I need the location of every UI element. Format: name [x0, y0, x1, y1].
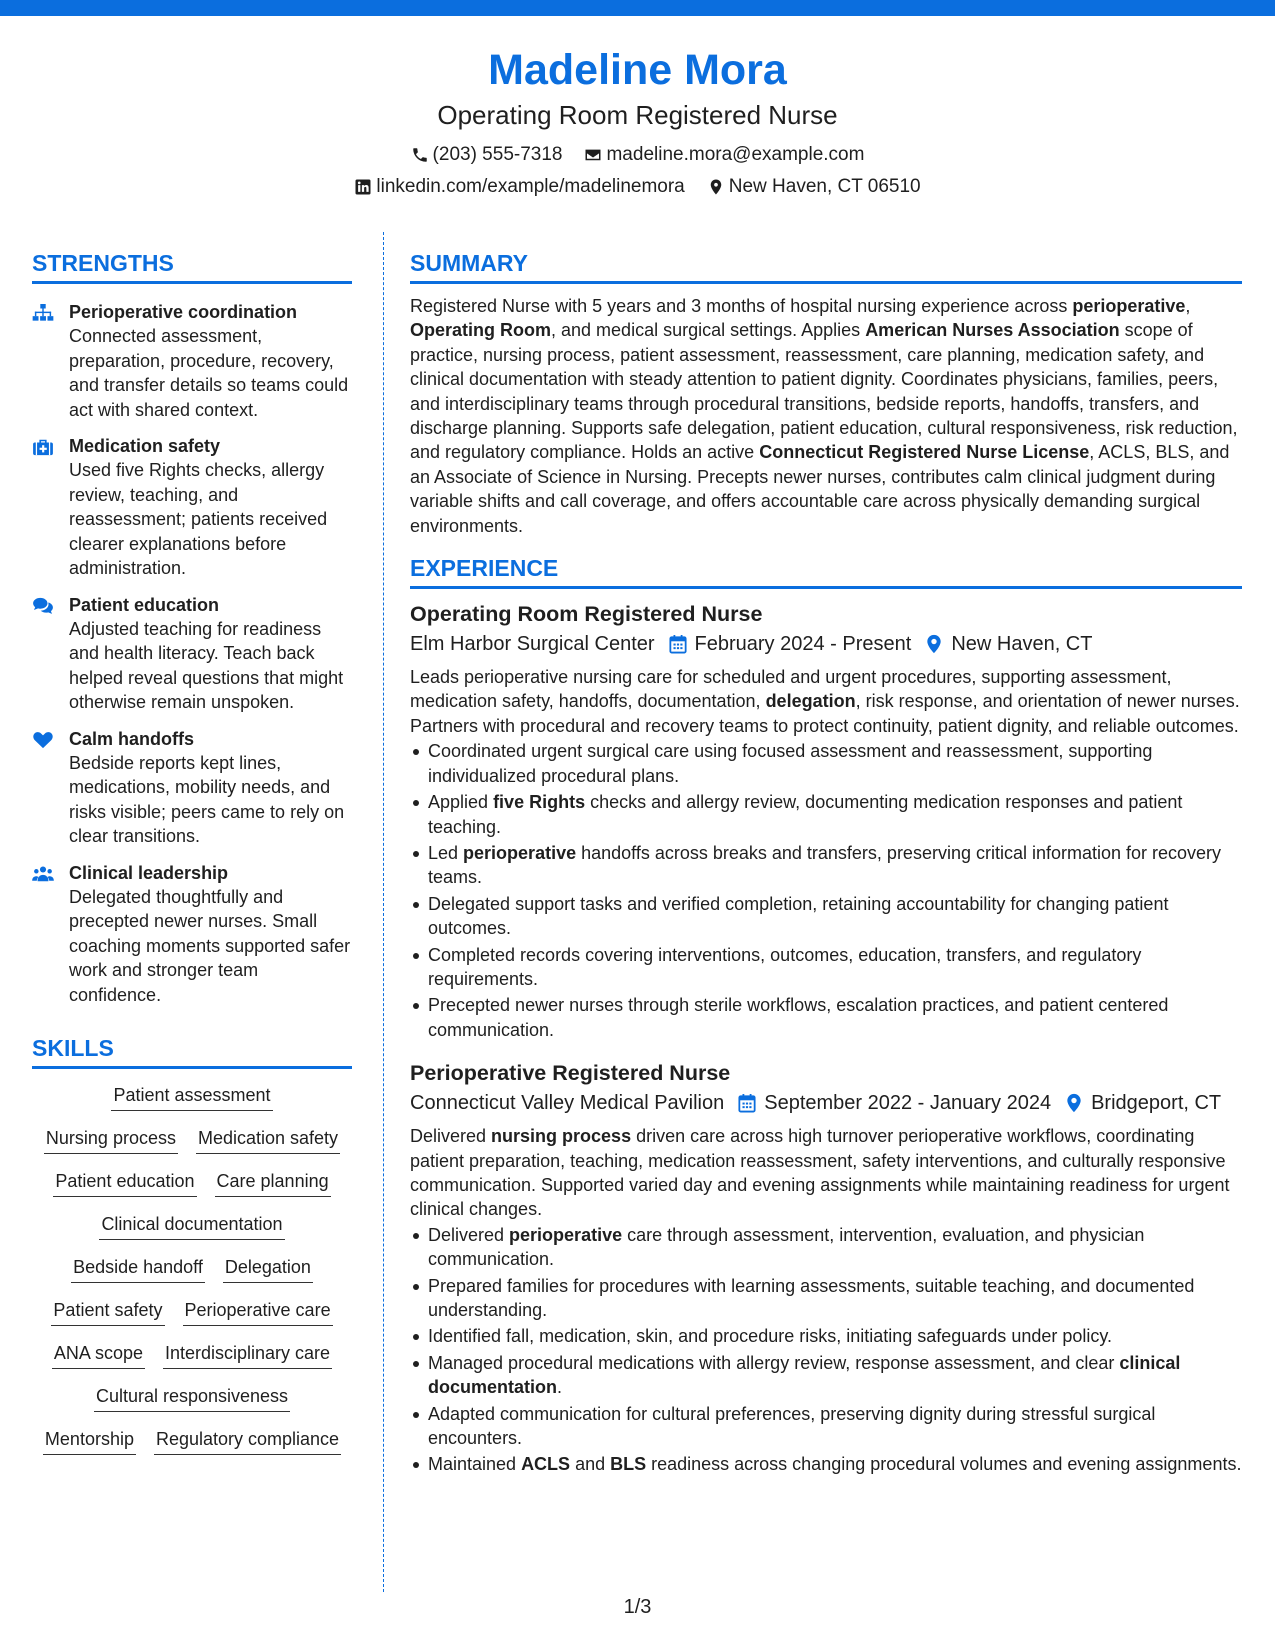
- text-run: Delegated support tasks and verified completion, retaining accountability for changing patient outcomes.: [428, 893, 1169, 939]
- strength-item: [32, 593, 352, 715]
- text-run: Adapted communication for cultural preferences, preserving dignity during stressful surgical encounters.: [428, 1403, 1156, 1449]
- phone-contact: [411, 142, 563, 168]
- bold-text: delegation: [765, 691, 856, 712]
- skill-tag: Mentorship: [43, 1427, 136, 1455]
- text-run: and: [570, 1454, 611, 1475]
- calendar-icon: [738, 1093, 756, 1113]
- bullet-item: [410, 1452, 1242, 1476]
- text-run: Prepared families for procedures with learning assessments, suitable teaching, and documented understanding.: [428, 1275, 1195, 1320]
- text-run: Delivered: [410, 1126, 492, 1147]
- text-run: Applied: [428, 792, 494, 813]
- text-run: Completed records covering interventions, outcomes, education, transfers, and regulatory requirements.: [428, 944, 1142, 989]
- candidate-title: Operating Room Registered Nurse: [437, 100, 838, 130]
- job-title: Operating Room Registered Nurse: [410, 602, 763, 627]
- skill-tag: Clinical documentation: [99, 1212, 284, 1240]
- skill-tag: Cultural responsiveness: [94, 1384, 290, 1412]
- strength-desc: Delegated thoughtfully and precepted newer nurses. Small coaching moments supported safer work and stronger team confidence.: [69, 886, 351, 1005]
- location-text: New Haven, CT 06510: [728, 176, 921, 197]
- text-run: Managed procedural medications with allergy review, response assessment, and clear: [428, 1352, 1120, 1373]
- text-run: Identified fall, medication, skin, and procedure risks, initiating safeguards under policy.: [428, 1326, 1113, 1347]
- column-divider: [383, 232, 384, 1592]
- skill-row: [32, 1169, 352, 1197]
- job-dates: [738, 1088, 1051, 1118]
- skill-row: [32, 1427, 352, 1455]
- employer-name: Connecticut Valley Medical Pavilion: [410, 1092, 725, 1115]
- strength-title: Medication safety: [69, 436, 221, 456]
- text-run: Led: [428, 842, 464, 863]
- strength-desc: Bedside reports kept lines, medications, mobility needs, and risks visible; peers came to rely on clear transitions.: [69, 752, 345, 846]
- skill-tag: Patient education: [53, 1169, 196, 1197]
- experience-list: [410, 599, 1242, 1477]
- skills-list: [32, 1083, 352, 1455]
- resume-header: [0, 44, 1275, 200]
- linkedin-text[interactable]: linkedin.com/example/madelinemora: [376, 176, 685, 197]
- text-run: Registered Nurse with 5 years and 3 months of hospital nursing experience across: [410, 296, 1073, 316]
- bold-text: perioperative: [1072, 296, 1186, 316]
- bullet-item: [410, 1223, 1242, 1272]
- strength-desc: Adjusted teaching for readiness and health literacy. Teach back helped reveal questions that might otherwise remain unspoken.: [69, 618, 344, 712]
- bullet-item: [410, 841, 1242, 890]
- skill-tag: Medication safety: [196, 1126, 340, 1154]
- text-run: Coordinated urgent surgical care using focused assessment and reassessment, supporting individualized procedural plans.: [428, 741, 1153, 786]
- top-accent-bar: [0, 0, 1275, 16]
- skill-tag: Patient assessment: [111, 1083, 272, 1111]
- skill-tag: Bedside handoff: [71, 1255, 205, 1283]
- skill-row: [32, 1083, 352, 1111]
- strength-title: Calm handoffs: [69, 728, 195, 749]
- bold-text: American Nurses Association: [865, 320, 1120, 341]
- bullet-item: [410, 1402, 1242, 1451]
- phone-icon: [411, 146, 429, 164]
- left-column: [32, 248, 352, 1470]
- users-icon: [32, 861, 69, 1008]
- strength-body: [69, 727, 352, 849]
- text-run: care through assessment, intervention, evaluation, and physician communication.: [428, 1224, 1145, 1270]
- skill-row: [32, 1298, 352, 1326]
- text-run: Leads perioperative nursing care for scheduled and urgent procedures, supporting assessment, medication safety, handoffs, documentation,: [410, 667, 1172, 712]
- contact-line-2: [0, 174, 1275, 200]
- strength-item: [32, 727, 352, 849]
- strength-title: Patient education: [69, 594, 220, 615]
- bullet-item: [410, 1274, 1242, 1323]
- strength-title: Perioperative coordination: [69, 302, 298, 322]
- strength-desc: Used five Rights checks, allergy review, teaching, and reassessment; patients received clearer explanations before administration.: [69, 460, 328, 578]
- map-pin-icon: [1065, 1093, 1083, 1113]
- linkedin-icon: [354, 178, 372, 196]
- text-run: handoffs across breaks and transfers, preserving critical information for recovery teams.: [428, 842, 1222, 888]
- text-run: Delivered: [428, 1224, 510, 1245]
- skill-tag: Delegation: [223, 1255, 313, 1283]
- bold-text: clinical documentation: [428, 1352, 1181, 1398]
- bold-text: nursing process: [491, 1126, 632, 1147]
- strengths-list: [32, 300, 352, 1007]
- map-pin-icon: [925, 634, 943, 654]
- job-dates: [669, 629, 912, 659]
- skill-tag: Regulatory compliance: [154, 1427, 341, 1455]
- strength-body: [69, 300, 352, 422]
- job-meta: [410, 1088, 1242, 1118]
- job-bullets: [410, 1223, 1242, 1477]
- strength-body: [69, 434, 352, 581]
- text-run: , and medical surgical settings. Applies: [551, 320, 866, 341]
- skill-tag: ANA scope: [52, 1341, 145, 1369]
- experience-heading: EXPERIENCE: [410, 553, 1242, 589]
- skill-tag: Care planning: [215, 1169, 331, 1197]
- text-run: , ACLS, BLS, and an Associate of Science in Nursing. Precepts newer nurses, contributes calm clinical judgment during variable shifts and call coverage, and offers accountable care across physically demanding surgical environments.: [410, 442, 1230, 536]
- envelope-icon: [584, 146, 602, 164]
- strength-title: Clinical leadership: [69, 862, 229, 883]
- employer-name: Elm Harbor Surgical Center: [410, 633, 655, 656]
- bullet-item: [410, 790, 1242, 839]
- bold-text: Connecticut Registered Nurse License: [759, 442, 1090, 463]
- skills-heading: SKILLS: [32, 1033, 352, 1069]
- strength-item: [32, 861, 352, 1008]
- email-contact[interactable]: [584, 142, 864, 168]
- job-location: [925, 629, 1092, 659]
- skill-tag: Nursing process: [44, 1126, 178, 1154]
- bold-text: perioperative: [463, 842, 577, 863]
- bullet-item: [410, 1351, 1242, 1400]
- job-dates-text: September 2022 - January 2024: [764, 1092, 1052, 1115]
- strength-body: [69, 861, 352, 1008]
- job-entry: [410, 599, 1242, 1042]
- page-number: 1/3: [623, 1596, 652, 1618]
- bullet-item: [410, 892, 1242, 941]
- job-location-text: New Haven, CT: [951, 633, 1093, 656]
- text-run: readiness across changing procedural volumes and evening assignments.: [646, 1454, 1242, 1475]
- job-description: [410, 665, 1242, 738]
- skill-tag: Interdisciplinary care: [163, 1341, 332, 1369]
- strengths-heading: STRENGTHS: [32, 248, 352, 284]
- text-run: Precepted newer nurses through sterile workflows, escalation practices, and patient centered communication.: [428, 995, 1169, 1040]
- job-entry: [410, 1058, 1242, 1477]
- text-run: checks and allergy review, documenting medication responses and patient teaching.: [428, 792, 1183, 837]
- bold-text: ACLS: [521, 1454, 571, 1475]
- strength-item: [32, 300, 352, 422]
- map-pin-icon: [707, 178, 725, 196]
- text-run: ,: [1185, 296, 1191, 316]
- bullet-item: [410, 943, 1242, 992]
- bold-text: five Rights: [493, 792, 586, 813]
- bold-text: BLS: [610, 1454, 647, 1475]
- location-contact: [707, 174, 921, 200]
- email-text[interactable]: madeline.mora@example.com: [606, 144, 865, 165]
- skill-row: [32, 1384, 352, 1412]
- summary-heading: SUMMARY: [410, 248, 1242, 284]
- bullet-item: [410, 739, 1242, 788]
- phone-text: (203) 555-7318: [432, 144, 563, 165]
- skill-tag: Patient safety: [51, 1298, 164, 1326]
- calendar-icon: [669, 634, 687, 654]
- text-run: scope of practice, nursing process, patient assessment, reassessment, care planning, medication safety, and clinical documentation with steady attention to patient dignity. Coordinates physicians, families, peers, and interdisciplinary teams through procedural transitions, bedside reports, handoffs, transfers, and discharge planning. Supports safe delegation, patient education, cultural responsiveness, risk reduction, and regulatory compliance. Holds an active: [410, 320, 1238, 463]
- chat-icon: [32, 593, 69, 715]
- sitemap-icon: [32, 300, 69, 422]
- job-meta: [410, 629, 1242, 659]
- right-column: [410, 248, 1242, 1479]
- skill-row: [32, 1212, 352, 1240]
- linkedin-contact[interactable]: [354, 174, 684, 200]
- skill-row: [32, 1341, 352, 1369]
- heart-icon: [32, 727, 69, 849]
- strength-body: [69, 593, 352, 715]
- strength-desc: Connected assessment, preparation, procedure, recovery, and transfer details so teams could act with shared context.: [69, 326, 349, 420]
- job-dates-text: February 2024 - Present: [694, 633, 912, 656]
- bold-text: Operating Room: [410, 320, 552, 341]
- job-location: [1065, 1088, 1221, 1118]
- job-description: [410, 1124, 1242, 1222]
- text-run: .: [557, 1377, 563, 1398]
- candidate-name: Madeline Mora: [488, 46, 787, 94]
- job-location-text: Bridgeport, CT: [1091, 1092, 1222, 1115]
- skill-row: [32, 1126, 352, 1154]
- text-run: Maintained: [428, 1454, 522, 1475]
- bullet-item: [410, 1324, 1242, 1348]
- summary-text: [410, 294, 1242, 538]
- bullet-item: [410, 993, 1242, 1042]
- job-bullets: [410, 739, 1242, 1042]
- job-title: Perioperative Registered Nurse: [410, 1061, 731, 1086]
- skill-tag: Perioperative care: [183, 1298, 333, 1326]
- strength-item: [32, 434, 352, 581]
- contact-line-1: [0, 142, 1275, 168]
- text-run: driven care across high turnover perioperative workflows, coordinating patient preparation, teaching, medication reassessment, safety interventions, and culturally responsive communication. Supported varied day and evening assignments while maintaining readiness for urgent clinical changes.: [410, 1126, 1230, 1220]
- text-run: , risk response, and orientation of newer nurses. Partners with procedural and recovery teams to protect continuity, patient dignity, and reliable outcomes.: [410, 691, 1240, 736]
- skill-row: [32, 1255, 352, 1283]
- bold-text: perioperative: [509, 1224, 623, 1245]
- medkit-icon: [32, 434, 69, 581]
